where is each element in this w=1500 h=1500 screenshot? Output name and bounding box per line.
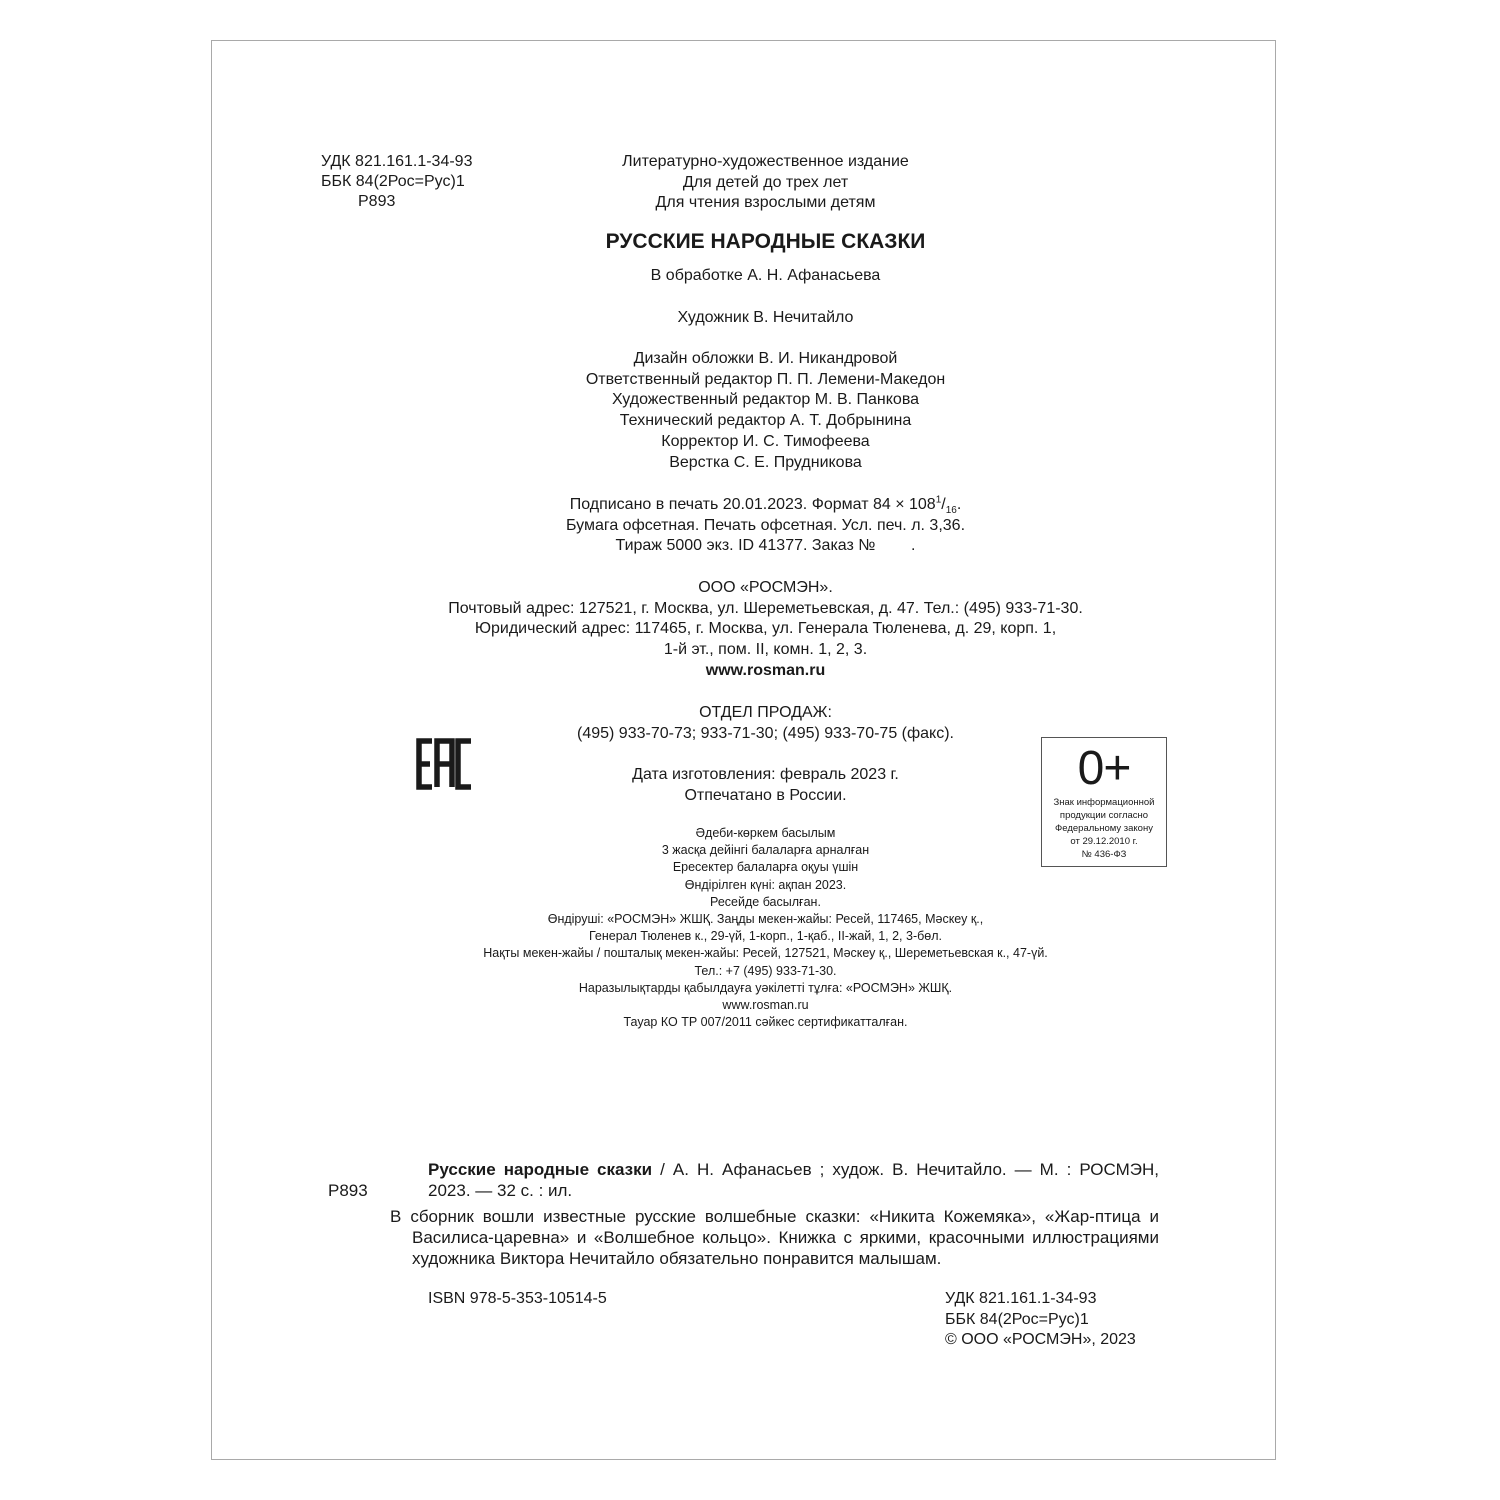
format-denominator: 16 <box>945 505 957 517</box>
signed-line: Подписано в печать 20.01.2023. Формат $84 \times 108^1/_{16}$. <box>569 494 962 517</box>
footer-bbk: ББК 84(2Рос=Рус)1 <box>945 1310 1089 1328</box>
credit-line: Технический редактор А. Т. Добрынина <box>619 412 912 430</box>
bibliography-annotation: В сборник вошли известные русские волшебные сказки: «Никита Кожемяка», «Жар-птица и Василиса-царевна» и «Волшебное кольцо». Книжка с яркими, красочными иллюстрациями художника Виктора Нечитайло обязательно понравится малышам. <box>390 1207 1159 1268</box>
paper-line: Бумага офсетная. Печать офсетная. Усл. печ. л. 3,36. <box>565 516 966 534</box>
bbk-code: ББК 84(2Рос=Рус)1 <box>321 173 465 190</box>
footer-udk: УДК 821.161.1-34-93 <box>945 1290 1097 1307</box>
edition-header <box>342 152 1189 214</box>
age-note-line: Федеральному закону <box>1055 823 1153 834</box>
udk-code: УДК 821.161.1-34-93 <box>321 153 473 170</box>
copyright: © ООО «РОСМЭН», 2023 <box>945 1331 1136 1348</box>
kazakh-line: Тел.: +7 (495) 933-71-30. <box>694 963 837 978</box>
run-line: Тираж 5000 экз. ID 41377. Заказ № . <box>615 537 916 555</box>
age-line-1: Для детей до трех лет <box>682 173 849 191</box>
edition-type: Литературно-художественное издание <box>622 153 909 170</box>
publisher-block <box>342 578 1189 682</box>
kazakh-line: 3 жасқа дейінгі балаларға арналған <box>661 843 870 858</box>
kazakh-line: Ересектер балаларға оқуы үшін <box>672 860 859 875</box>
credit-line: Дизайн обложки В. И. Никандровой <box>633 350 898 367</box>
publisher-name: ООО «РОСМЭН». <box>698 579 833 596</box>
kazakh-line: Генерал Тюленев к., 29-үй, 1-корп., 1-қаб., II-жай, 1, 2, 3-бөл. <box>588 929 942 944</box>
age-note-line: Знак информационной <box>1053 797 1155 808</box>
publisher-website[interactable]: www.rosman.ru <box>705 661 826 679</box>
illustrator-line: Художник В. Нечитайло <box>677 309 854 326</box>
credit-line: Корректор И. С. Тимофеева <box>661 432 870 450</box>
format-numerator: 1 <box>935 494 942 506</box>
age-note-line: от 29.12.2010 г. <box>1070 836 1138 847</box>
kazakh-line: Тауар КО ТР 007/2011 сәйкес сертификатталған. <box>623 1015 908 1030</box>
production-country: Отпечатано в России. <box>684 786 847 804</box>
kazakh-line: Наразылықтарды қабылдауға уәкілетті тұлға: «РОСМЭН» ЖШҚ. <box>578 980 953 995</box>
kazakh-line: Өндіруші: «РОСМЭН» ЖШҚ. Заңды мекен-жайы: Ресей, 117465, Мәскеу қ., <box>547 912 984 927</box>
isbn: ISBN 978-5-353-10514-5 <box>428 1290 607 1307</box>
imprint-page <box>211 40 1276 1460</box>
credits-list <box>342 349 1189 473</box>
kazakh-line: Әдеби-көркем басылым <box>695 826 836 840</box>
age-note-line: № 436-ФЗ <box>1081 849 1127 860</box>
kazakh-line: Нақты мекен-жайы / пошталық мекен-жайы: Ресей, 127521, Мәскеу қ., Шереметьевская к., 47-үй. <box>483 946 1048 961</box>
bibliography-title: Русские народные сказки <box>428 1160 653 1179</box>
kazakh-line: Ресейде басылған. <box>710 894 821 909</box>
sales-heading: ОТДЕЛ ПРОДАЖ: <box>699 704 832 721</box>
print-info <box>342 495 1189 557</box>
kazakh-line: Өндірілген күні: ақпан 2023. <box>684 877 847 892</box>
signed-suffix: . <box>956 496 962 513</box>
bibliography-record <box>428 1159 1159 1201</box>
credit-line: Ответственный редактор П. П. Лемени-Македон <box>585 370 946 388</box>
bibliography-details: / А. Н. Афанасьев ; худож. В. Нечитайло. — М. : РОСМЭН, 2023. — 32 с. : ил. <box>428 1160 1159 1200</box>
age-rating-value: 0+ <box>1077 742 1131 795</box>
kazakh-block <box>342 825 1189 1031</box>
legal-address-1: Юридический адрес: 117465, г. Москва, ул. Генерала Тюленева, д. 29, корп. 1, <box>474 620 1057 638</box>
credit-line: Верстка С. Е. Прудникова <box>669 453 862 471</box>
adaptation-line: В обработке А. Н. Афанасьева <box>650 267 881 284</box>
eac-mark-icon <box>415 738 475 790</box>
book-title: РУССКИЕ НАРОДНЫЕ СКАЗКИ <box>605 230 926 253</box>
age-line-2: Для чтения взрослыми детям <box>655 194 876 212</box>
footer-codes <box>945 1289 1136 1351</box>
credit-line: Художественный редактор М. В. Панкова <box>611 391 920 409</box>
production-date: Дата изготовления: февраль 2023 г. <box>632 766 899 783</box>
signed-prefix: Подписано в печать 20.01.2023. Формат 84 × 108 <box>569 496 936 513</box>
legal-address-2: 1-й эт., пом. II, комн. 1, 2, 3. <box>663 641 868 659</box>
age-note-line: продукции согласно <box>1059 810 1149 821</box>
postal-address: Почтовый адрес: 127521, г. Москва, ул. Шереметьевская, д. 47. Тел.: (495) 933-71-30. <box>448 599 1083 617</box>
author-mark: Р893 <box>358 193 396 210</box>
kazakh-line: www.rosman.ru <box>722 998 809 1013</box>
bibliography-mark: Р893 <box>328 1181 368 1200</box>
sales-phones: (495) 933-70-73; 933-71-30; (495) 933-70-75 (факс). <box>577 724 954 742</box>
